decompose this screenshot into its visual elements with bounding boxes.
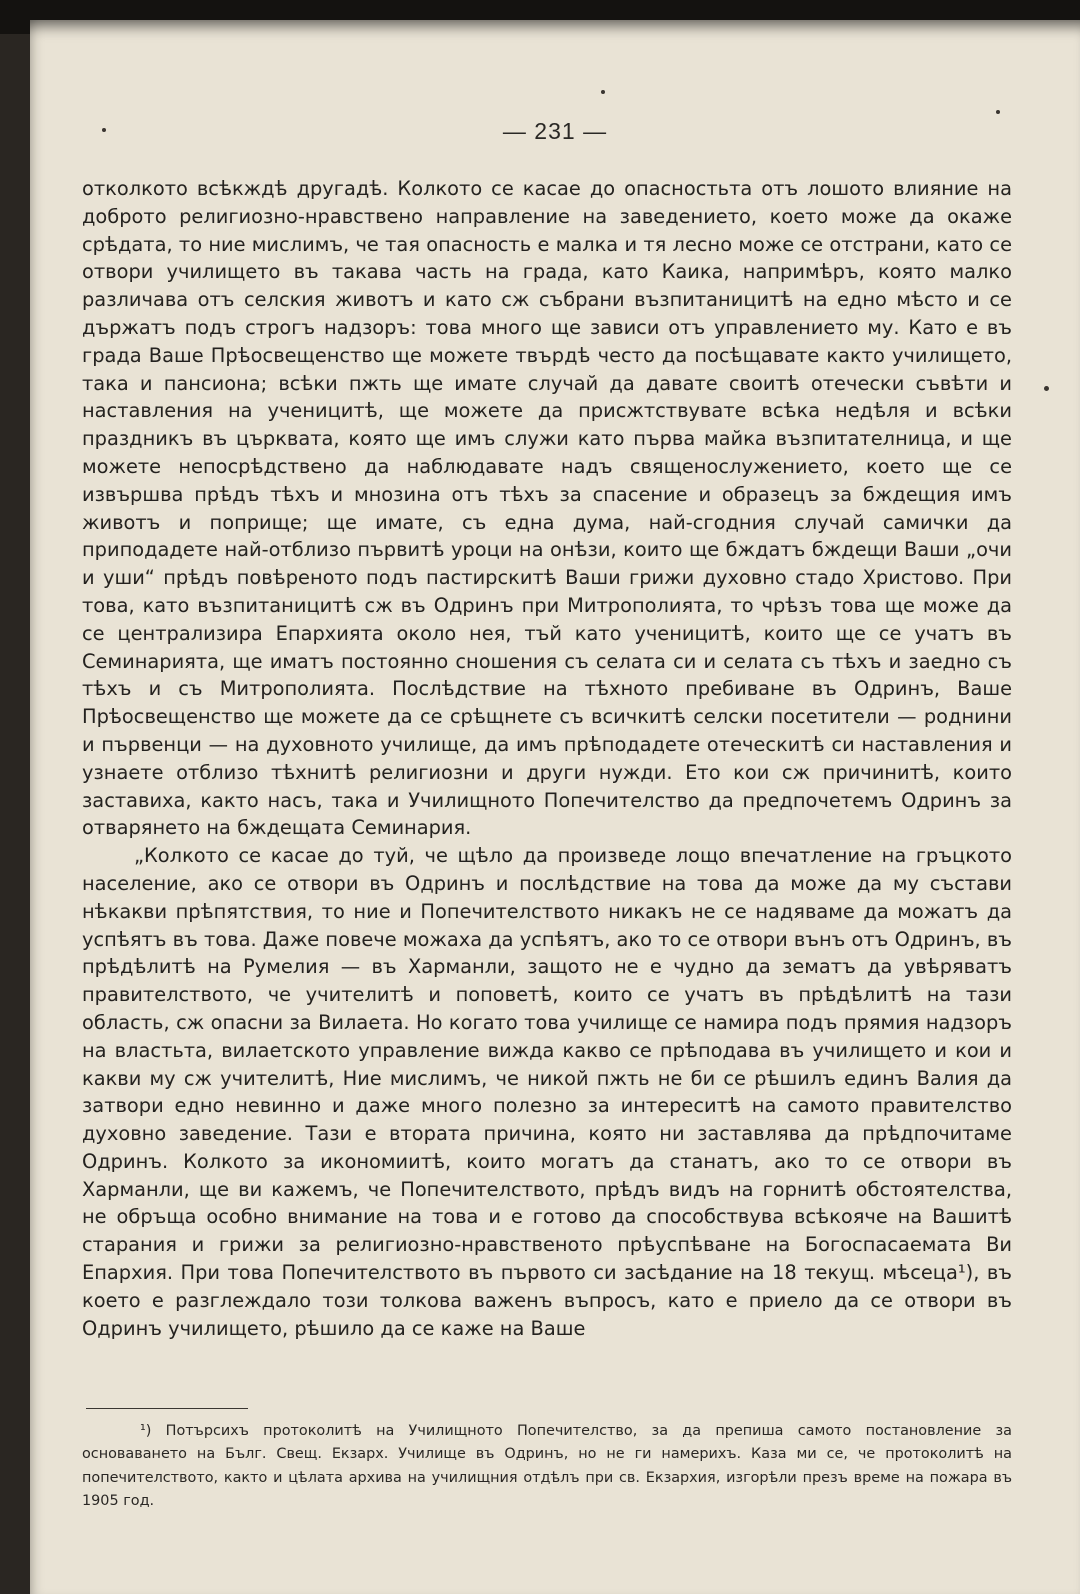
ink-speck	[1044, 386, 1049, 391]
footnote-divider	[86, 1408, 248, 1409]
ink-speck	[996, 110, 1000, 114]
ink-speck	[601, 90, 605, 94]
paragraph-quote: „Колкото се касае до туй, че щѣло да произведе лощо впечатление на гръцкото население, ако се отвори въ Одринъ и послѣдствие на това да може да му състави нѣкакви прѣпятствия, то ние и Попечителството никакъ не се надяваме да можатъ да успѣятъ въ това. Даже повече можаха да успѣятъ, ако то се отвори вънъ отъ Одринъ, въ прѣдѣлитѣ на Румелия — въ Харманли, защото не е чудно да зематъ да увѣряватъ правителството, че учителитѣ и поповетѣ, които се учатъ въ прѣдѣлитѣ на тази область, сж опасни за Вилаета. Но когато това училище се намира подъ прямия надзоръ на властьта, вилаетското управление вижда какво се прѣподава въ училището и кои и какви му сж учителитѣ, Ние мислимъ, че никой пжть не би се рѣшилъ единъ Валия да затвори едно невинно и даже много полезно за интереситѣ на самото правителство духовно заведение. Тази е втората причина, която ни заставлява да прѣдпочитаме Одринъ. Колкото за икономиитѣ, които могатъ да станатъ, ако то се отвори въ Харманли, ще ви кажемъ, че Попечителството, прѣдъ видъ на горнитѣ обстоятелства, не обръща особно внимание на това и е готово да способствува всѣкояче на Вашитѣ старания и грижи за религиозно-нравственото прѣуспѣване на Богоспасаемата Ви Епархия. При това Попечителството въ първото си засѣдание на 18 текущ. мѣсеца¹), въ което е разглеждало този толкова важенъ въпросъ, като е приело да се отвори въ Одринъ училището, рѣшило да се каже на Ваше	[82, 844, 1012, 1340]
main-text	[82, 175, 1012, 1342]
page-number: — 231 —	[502, 118, 608, 144]
book-page	[30, 20, 1080, 1594]
ink-speck	[102, 128, 106, 132]
footnote	[82, 1420, 1012, 1514]
footnote-text: ¹) Потърсихъ протоколитѣ на Училищното Попечителство, за да препиша самото постановление за основаването на Бълг. Свещ. Екзарх. Училище въ Одринъ, но не ги намерихъ. Каза ми се, че протоколитѣ на попечителството, както и цѣлата архива на училищния отдѣлъ при св. Екзархия, изгорѣли презъ време на пожара въ 1905 год.	[82, 1423, 1012, 1510]
paragraph-continuation: отколкото всѣкждѣ другадѣ. Колкото се касае до опасностьта отъ лошото влияние на доброто религиозно-нравствено направление на заведението, което може да окаже срѣдата, то ние мислимъ, че тая опасность е малка и тя лесно може се отстрани, като се отвори училището въ такава часть на града, като Каика, напримѣръ, която малко различава отъ селския животъ и като сж събрани възпитаницитѣ на едно мѣсто и се държатъ подъ строгъ надзоръ: това много ще зависи отъ управлението му. Като е въ града Ваше Прѣосвещенство ще можете твърдѣ често да посѣщавате както училището, така и пансиона; всѣки пжть ще имате случай да давате своитѣ отечески съвѣти и наставления на ученицитѣ, ще можете да присжтствувате всѣка недѣля и всѣки праздникъ въ църквата, която ще имъ служи като първа майка възпитателница, и ще можете непосрѣдствено да наблюдавате надъ священослужението, което ще се извършва прѣдъ тѣхъ и мнозина отъ тѣхъ за спасение и образецъ за бждещия имъ животъ и поприще; ще имате, съ една дума, най-сгодния случай самички да приподадете най-отблизо първитѣ уроци на онѣзи, които ще бждатъ бждещи Ваши „очи и уши“ прѣдъ повѣреното подъ пастирскитѣ Ваши грижи духовно стадо Христово. При това, като възпитаницитѣ сж въ Одринъ при Митрополията, то чрѣзъ това ще може да се централизира Епархията около нея, тъй като ученицитѣ, които ще се учатъ въ Семинарията, ще иматъ постоянно сношения съ селата си и селата съ тѣхъ и заедно съ тѣхъ и съ Митрополията. Послѣдствие на тѣхното пребиване въ Одринъ, Ваше Прѣосвещенство ще можете да се срѣщнете съ всичкитѣ селски посетители — роднини и първенци — на духовното училище, да имъ прѣподадете отеческитѣ си наставления и узнаете отблизо тѣхнитѣ религиозни и други нужди. Ето кои сж причинитѣ, които заставиха, както насъ, така и Училищното Попечителство да предпочетемъ Одринъ за отварянето на бждещата Семинария.	[82, 177, 1012, 840]
